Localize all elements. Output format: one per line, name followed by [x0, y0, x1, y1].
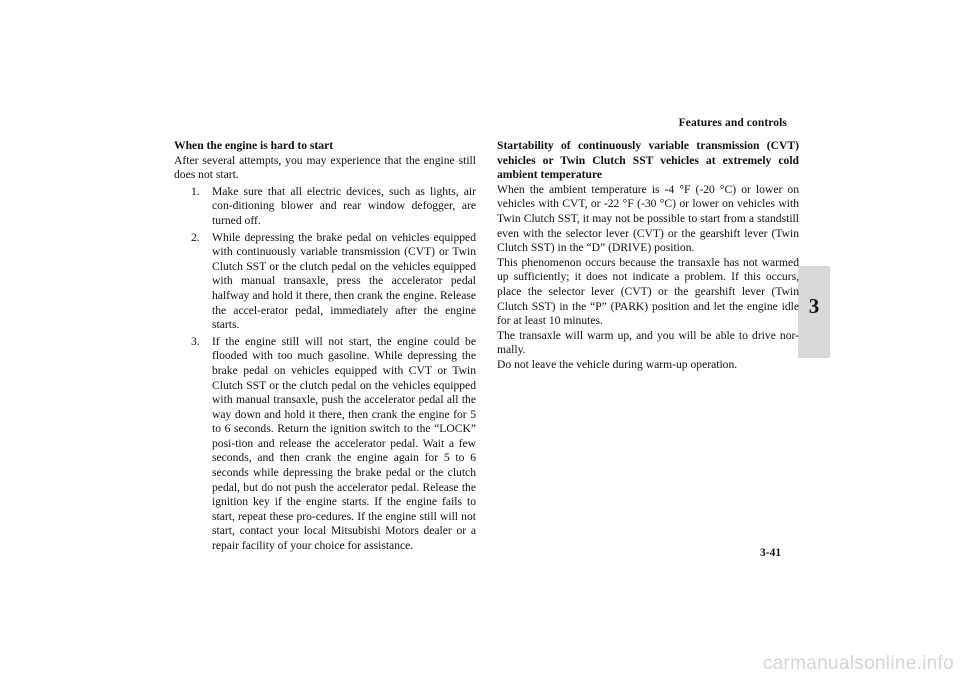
body-paragraph: The transaxle will warm up, and you will be able to drive nor-mally. — [497, 328, 799, 357]
step-text: If the engine still will not start, the engine could be flooded with too much gasoline. While depressing the brake pedal on vehicles equipped with CVT or Twin Clutch SST or the clutch pedal on the vehicles equipped with manual transaxle, push the accelerator pedal all the way down and hold it there, then crank the engine for 5 to 6 seconds. Return the ignition switch to the “LOCK” posi-tion and release the accelerator pedal. Wait a few seconds, and then crank the engine again for 5 to 6 seconds while depressing the brake pedal or the clutch pedal, but do not push the accelerator pedal. Release the ignition key if the engine starts. If the engine fails to start, repeat these pro-cedures. If the engine still will not start, contact your local Mitsubishi Motors dealer or a repair facility of your choice for assistance. — [212, 334, 476, 553]
section-heading-cold-start: Startability of continuously variable transmission (CVT) vehicles or Twin Clutch SST vehicles at extremely cold ambient temperature — [497, 139, 799, 182]
step-number: 2. — [191, 230, 200, 244]
page-header-title: Features and controls — [678, 117, 787, 129]
body-paragraph: This phenomenon occurs because the transaxle has not warmed up sufficiently; it does not indicate a problem. If this occurs, place the selector lever (CVT) or the gearshift lever (Twin Clutch SST) in the “P” (PARK) position and let the engine idle for at least 10 minutes. — [497, 255, 799, 328]
body-paragraph: When the ambient temperature is -4 °F (-20 °C) or lower on vehicles with CVT, or -22 °F (-30 °C) or lower on vehicles with Twin Clutch SST, it may not be possible to start from a standstill even with the selector lever (CVT) or the gearshift lever (Twin Clutch SST) in the “D” (DRIVE) position. — [497, 182, 799, 255]
steps-list — [174, 185, 476, 554]
chapter-tab — [798, 266, 830, 358]
left-column — [174, 139, 476, 554]
step-text: Make sure that all electric devices, such as lights, air con-ditioning blower and rear window defogger, are turned off. — [212, 184, 476, 227]
step-number: 3. — [191, 334, 200, 348]
body-paragraph: Do not leave the vehicle during warm-up operation. — [497, 357, 738, 371]
list-item — [174, 335, 476, 554]
watermark: carmanualsonline.info — [762, 653, 954, 674]
list-item — [174, 231, 476, 333]
intro-paragraph: After several attempts, you may experience that the engine still does not start. — [174, 153, 476, 182]
right-column — [497, 139, 799, 373]
section-heading-hard-start: When the engine is hard to start — [174, 139, 334, 152]
page-number: 3-41 — [760, 547, 782, 559]
chapter-number: 3 — [808, 294, 820, 318]
step-text: While depressing the brake pedal on vehicles equipped with continuously variable transmission (CVT) or Twin Clutch SST or the clutch pedal on the vehicles equipped with manual transaxle, press the accelerator pedal halfway and hold it there, then crank the engine. Release the accel-erator pedal, immediately after the engine starts. — [212, 230, 476, 332]
step-number: 1. — [191, 184, 200, 198]
list-item — [174, 185, 476, 229]
